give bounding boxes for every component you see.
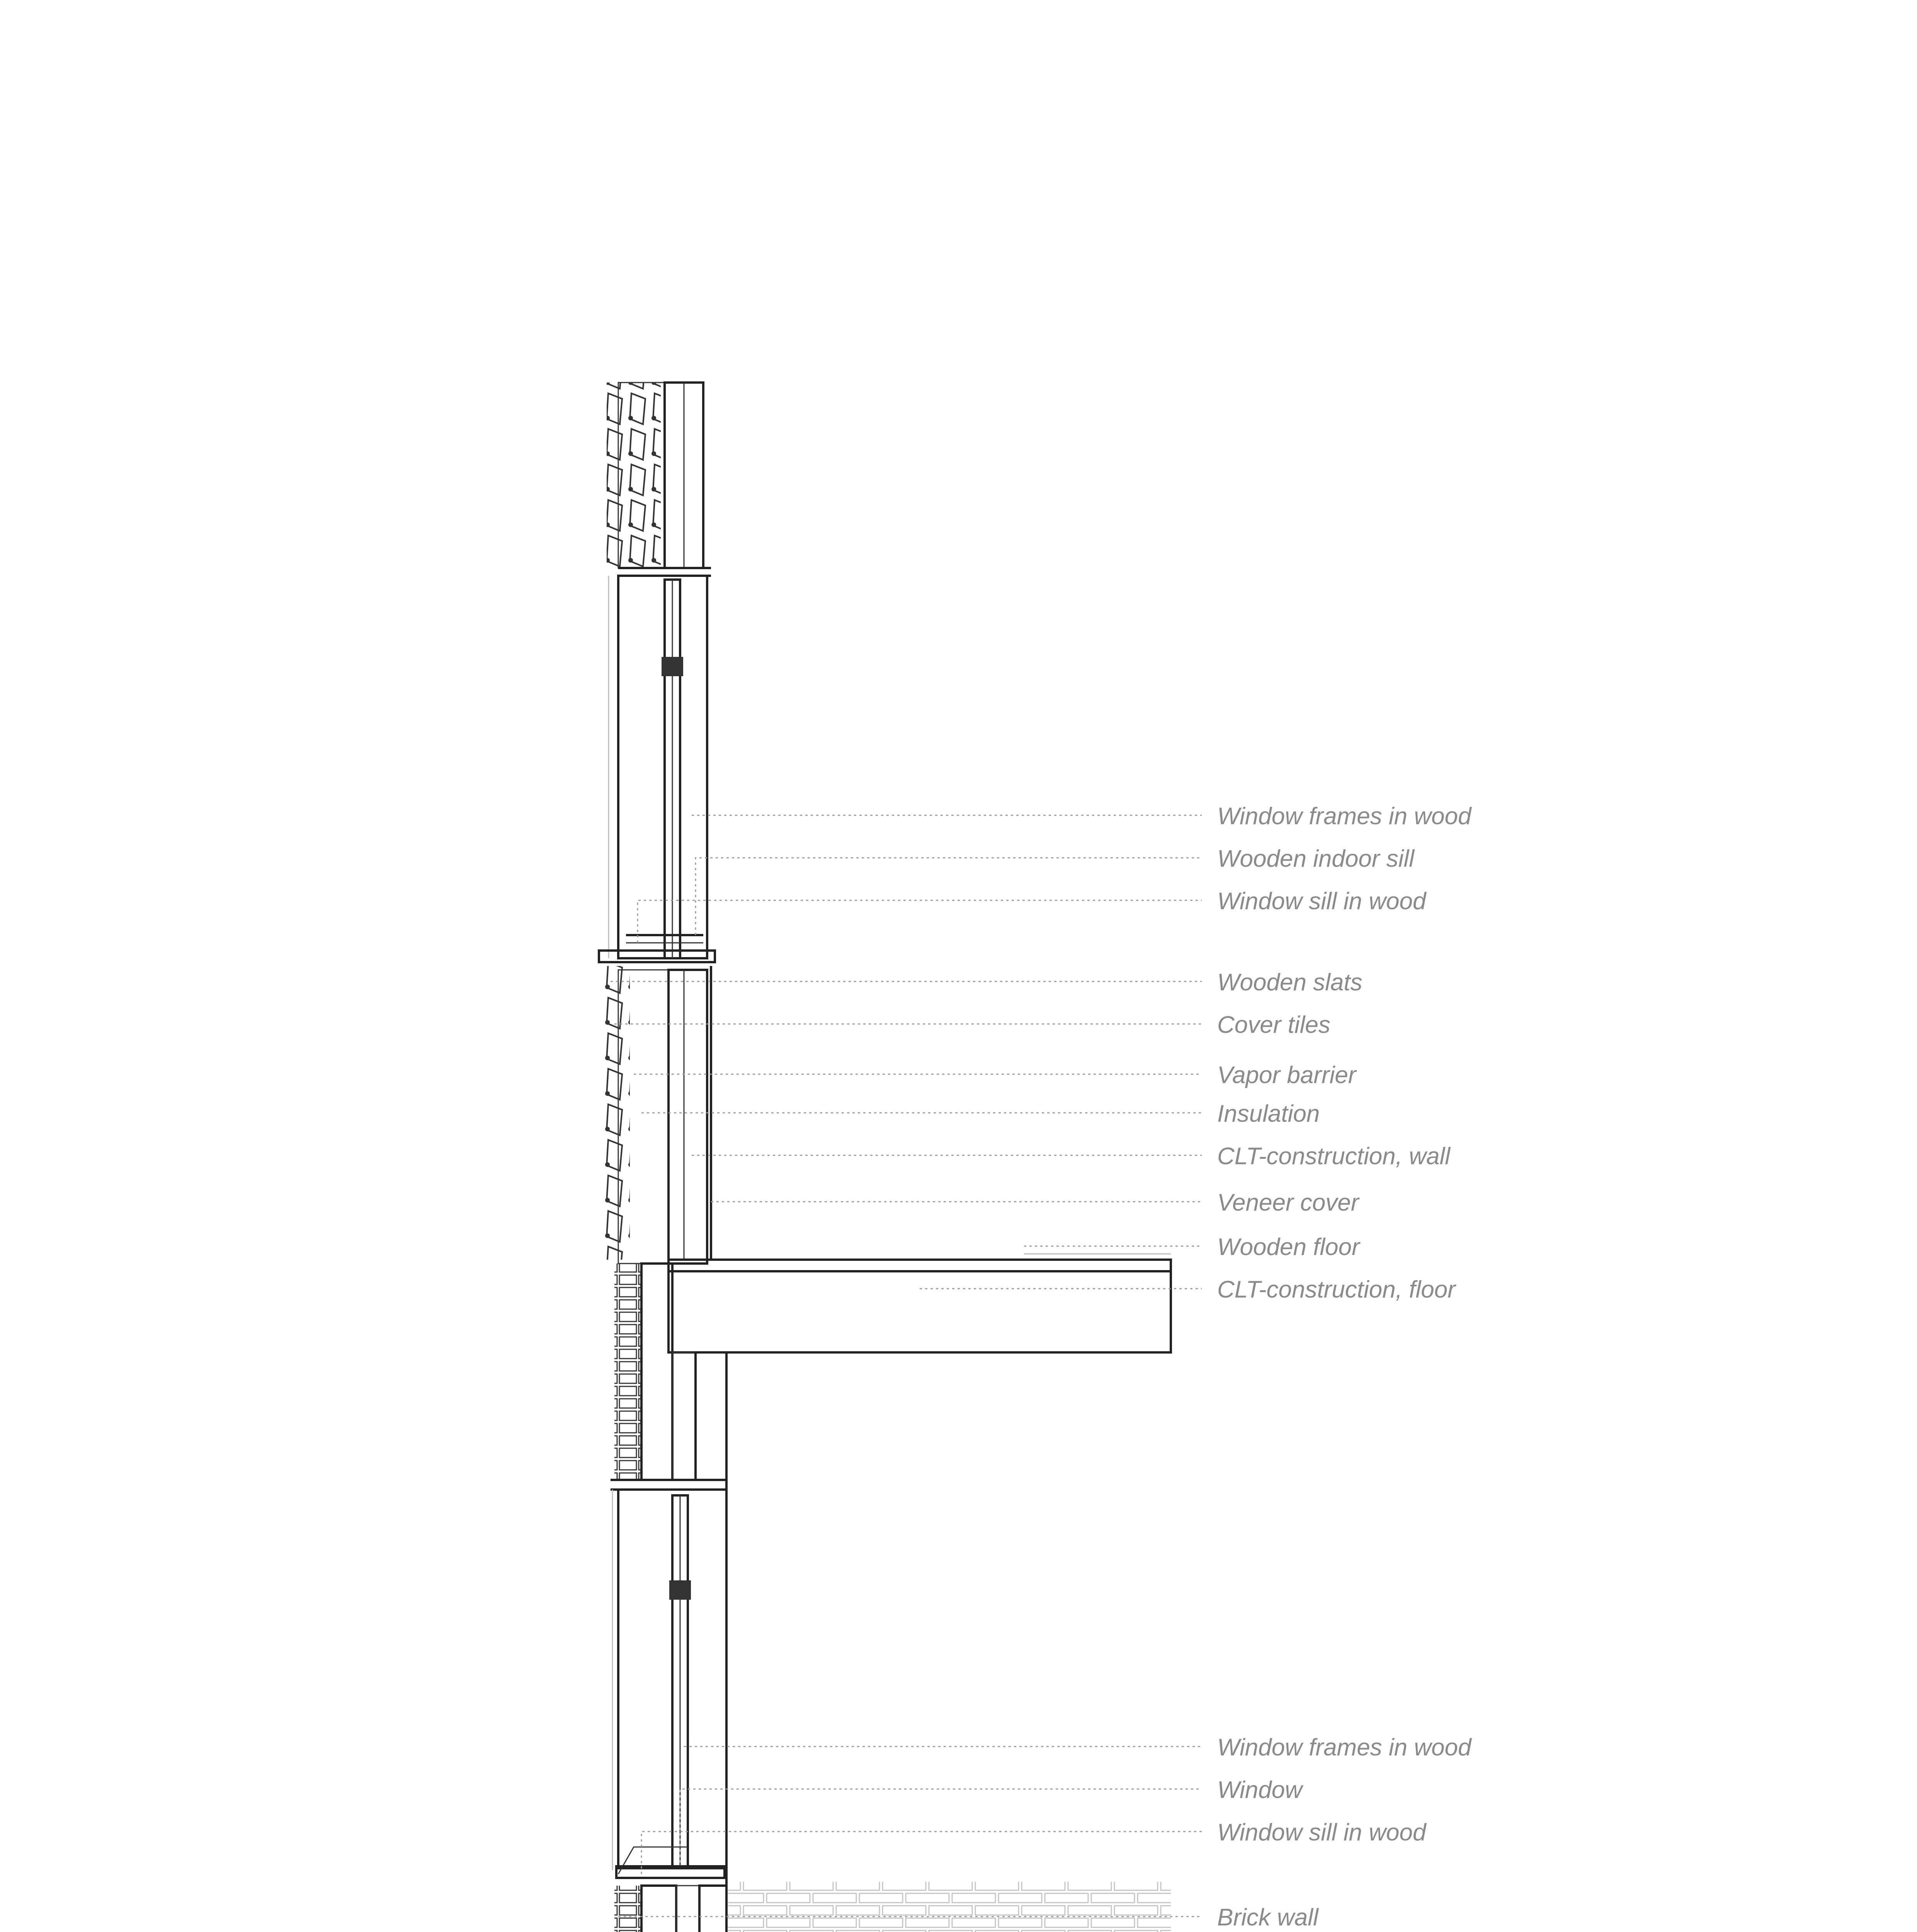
label-veneer-cover: Veneer cover	[1217, 1189, 1359, 1216]
label-brick-wall-outer: Brick wall	[1217, 1904, 1318, 1931]
label-window: Window	[1217, 1777, 1302, 1803]
label-wooden-indoor-sill: Wooden indoor sill	[1217, 845, 1415, 872]
label-window-sill-in-wood-lower: Window sill in wood	[1217, 1819, 1426, 1846]
label-window-frames-in-wood: Window frames in wood	[1217, 803, 1471, 830]
label-clt-construction-wall: CLT-construction, wall	[1217, 1143, 1451, 1170]
upper-window	[599, 576, 715, 962]
label-cover-tiles: Cover tiles	[1217, 1012, 1330, 1038]
lower-window	[612, 1490, 726, 1878]
labels-lower	[1217, 1734, 1472, 1932]
label-wooden-slats: Wooden slats	[1217, 969, 1362, 996]
label-wooden-floor: Wooden floor	[1217, 1234, 1360, 1260]
labels-upper	[1217, 803, 1472, 1303]
label-window-frames-in-wood-lower: Window frames in wood	[1217, 1734, 1471, 1761]
label-window-sill-in-wood: Window sill in wood	[1217, 888, 1426, 915]
label-insulation-upper: Insulation	[1217, 1100, 1320, 1127]
lower-wall-top	[611, 1264, 1171, 1490]
label-clt-construction-floor: CLT-construction, floor	[1217, 1276, 1456, 1303]
middle-wall-section	[603, 966, 711, 1264]
label-vapor-barrier: Vapor barrier	[1217, 1062, 1356, 1088]
upper-wall-section	[607, 383, 711, 576]
clt-floor	[668, 1254, 1171, 1352]
brick-wall-section	[614, 1352, 1171, 1932]
leader-lines	[417, 815, 1202, 1932]
